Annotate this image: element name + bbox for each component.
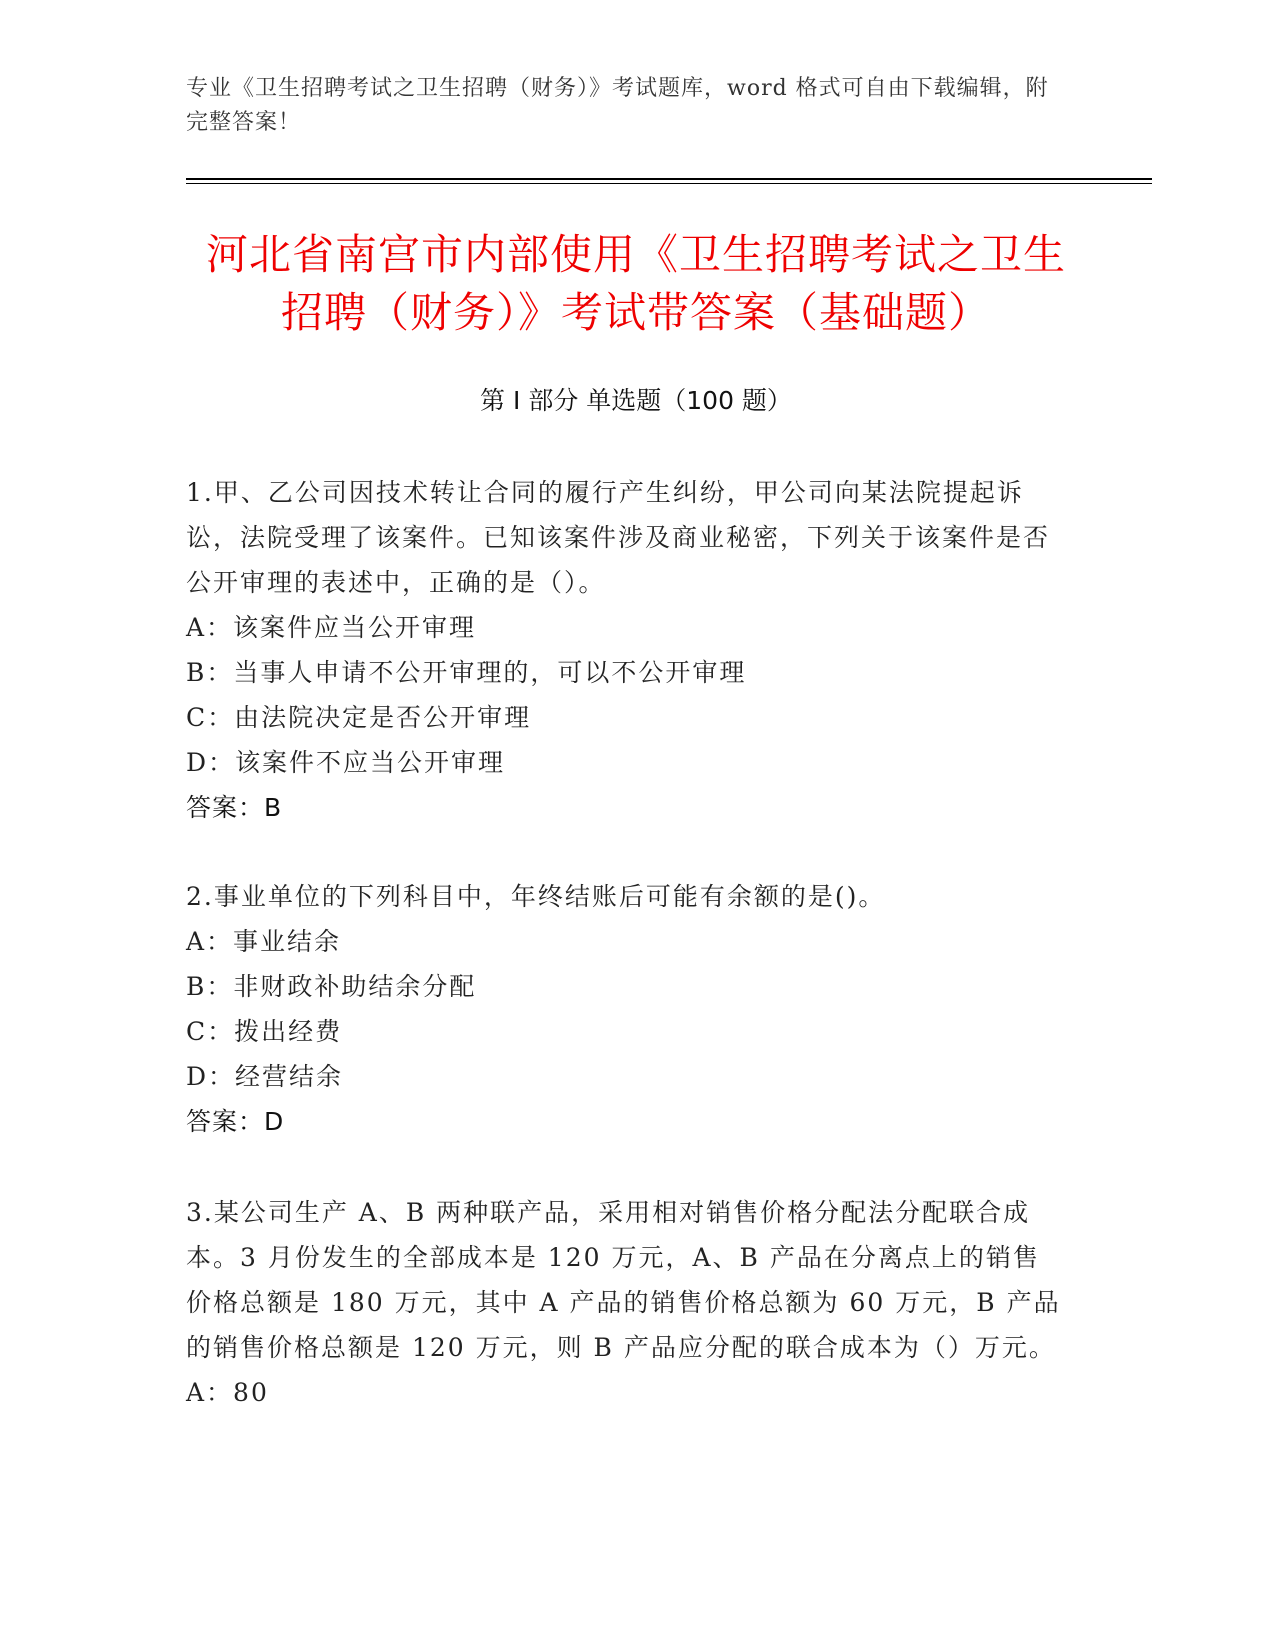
question-stem: 1.甲、乙公司因技术转让合同的履行产生纠纷，甲公司向某法院提起诉讼，法院受理了该案件。已知该案件涉及商业秘密，下列关于该案件是否公开审理的表述中，正确的是（）。	[186, 478, 1051, 597]
header-note: 专业《卫生招聘考试之卫生招聘（财务）》考试题库，word 格式可自由下载编辑，附完整答案！	[186, 76, 1049, 135]
question-3	[186, 1190, 1066, 1415]
option-a: A：该案件应当公开审理	[186, 613, 477, 642]
option-c: C：由法院决定是否公开审理	[186, 703, 532, 732]
answer: 答案：D	[186, 1107, 285, 1136]
option-c: C：拨出经费	[186, 1017, 343, 1046]
question-1	[186, 470, 1066, 830]
answer: 答案：B	[186, 793, 283, 822]
option-b: B：当事人申请不公开审理的，可以不公开审理	[186, 658, 747, 687]
question-stem: 3.某公司生产 A、B 两种联产品，采用相对销售价格分配法分配联合成本。3 月份发生的全部成本是 120 万元，A、B 产品在分离点上的销售价格总额是 180 万元，其中 A 产品的销售价格总额为 60 万元，B 产品的销售价格总额是 120 万元，则 B 产品应分配的联合成本为（）万元。	[186, 1198, 1061, 1362]
option-d: D：该案件不应当公开审理	[186, 748, 506, 777]
question-stem: 2.事业单位的下列科目中，年终结账后可能有余额的是()。	[186, 882, 886, 911]
option-b: B：非财政补助结余分配	[186, 972, 477, 1001]
document-title: 河北省南宫市内部使用《卫生招聘考试之卫生招聘（财务）》考试带答案（基础题）	[205, 230, 1066, 337]
header-divider-thick	[186, 178, 1152, 180]
option-d: D：经营结余	[186, 1062, 344, 1091]
option-a: A：事业结余	[186, 927, 342, 956]
question-2	[186, 874, 1066, 1144]
section-title: 第 I 部分 单选题（100 题）	[480, 386, 792, 415]
header-divider-thin	[186, 183, 1152, 184]
option-a: A：80	[186, 1378, 269, 1407]
